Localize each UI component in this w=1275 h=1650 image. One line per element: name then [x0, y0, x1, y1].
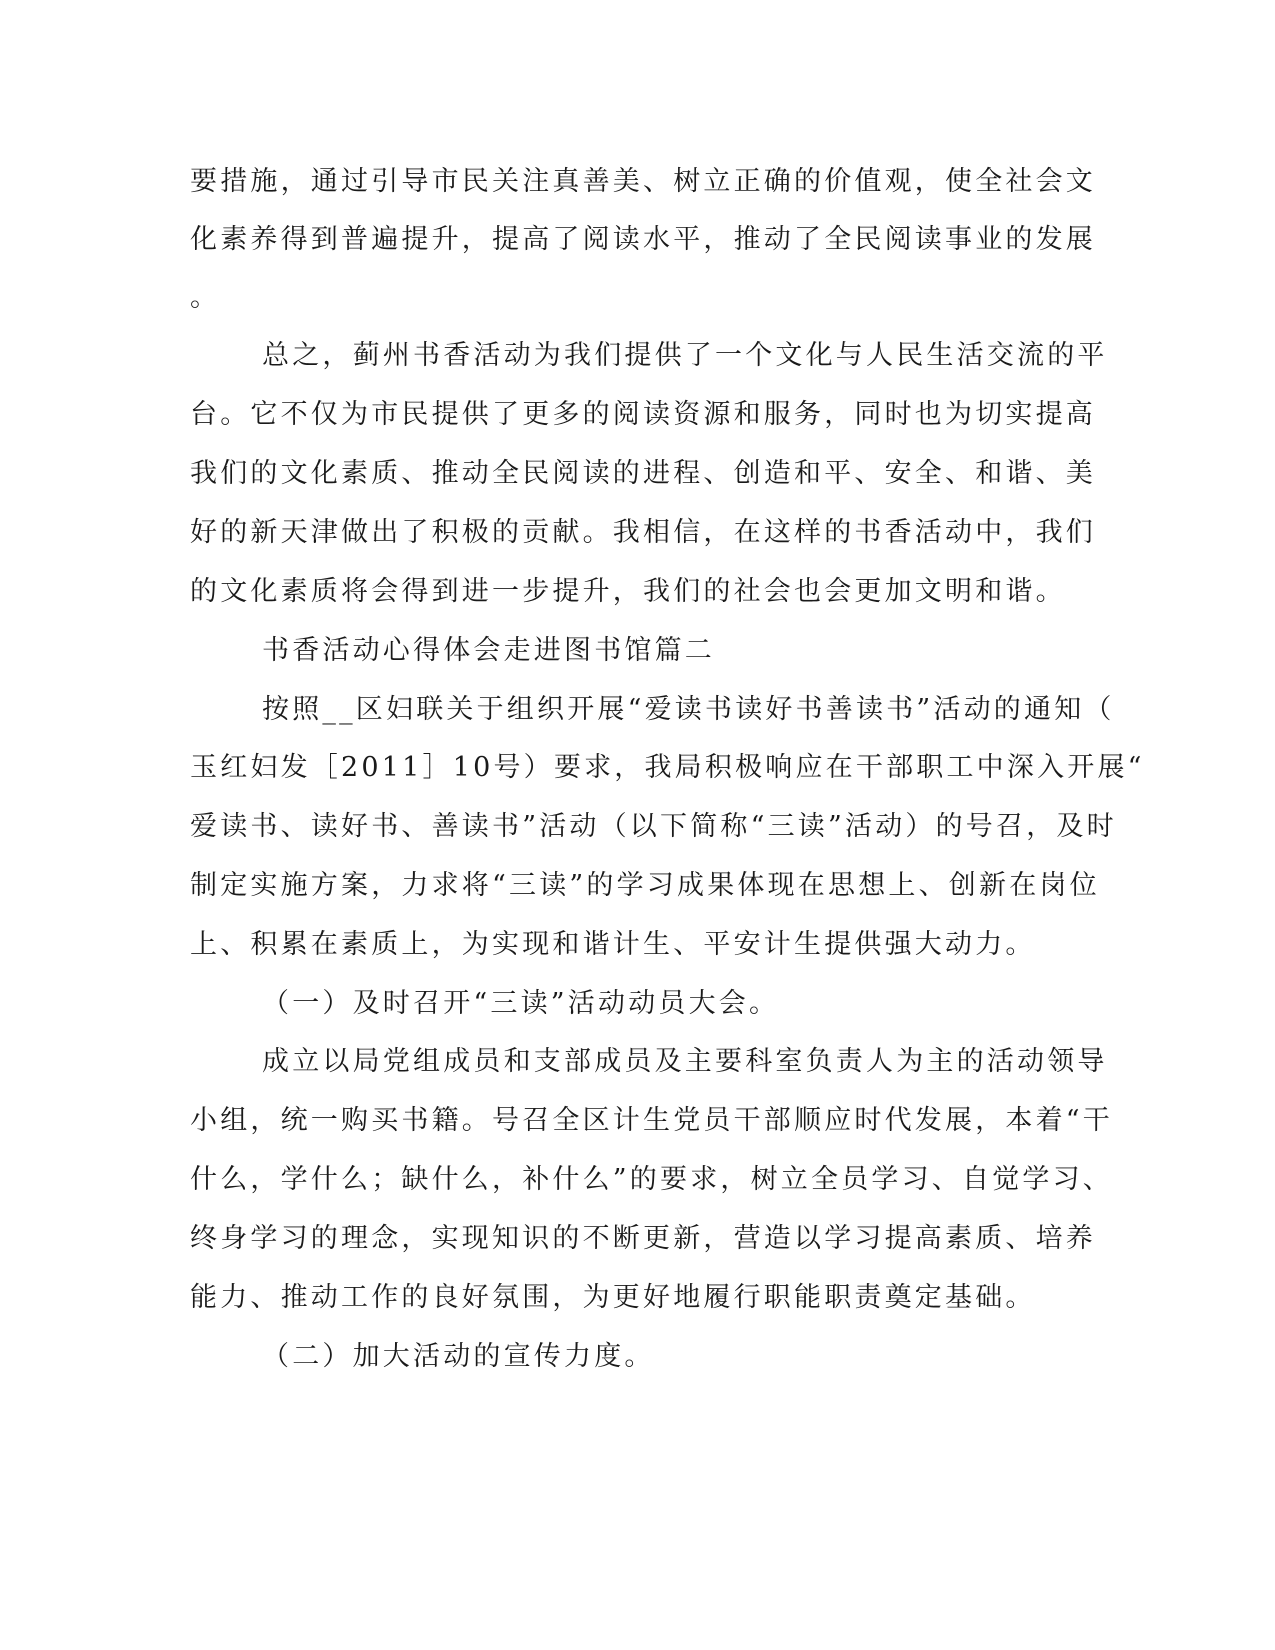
text-line: 要措施，通过引导市民关注真善美、树立正确的价值观，使全社会文 — [190, 166, 1096, 197]
subsection-heading: （二）加大活动的宣传力度。 — [262, 1341, 655, 1372]
text-line: 爱读书、读好书、善读书”活动（以下简称“三读”活动）的号召，及时 — [190, 811, 1117, 842]
text-line: 终身学习的理念，实现知识的不断更新，营造以学习提高素质、培养 — [190, 1223, 1096, 1254]
paragraph-start-line: 按照__区妇联关于组织开展“爱读书读好书善读书”活动的通知（ — [262, 694, 1115, 725]
text-line: 上、积累在素质上，为实现和谐计生、平安计生提供强大动力。 — [190, 929, 1036, 960]
text-line: 好的新天津做出了积极的贡献。我相信，在这样的书香活动中，我们 — [190, 517, 1096, 548]
text-line: 的文化素质将会得到进一步提升，我们的社会也会更加文明和谐。 — [190, 576, 1066, 607]
text-line: 能力、推动工作的良好氛围，为更好地履行职能职责奠定基础。 — [190, 1282, 1036, 1313]
text-line: 台。它不仅为市民提供了更多的阅读资源和服务，同时也为切实提高 — [190, 399, 1096, 430]
paragraph-start-line: 成立以局党组成员和支部成员及主要科室负责人为主的活动领导 — [262, 1046, 1108, 1077]
section-heading: 书香活动心得体会走进图书馆篇二 — [262, 635, 715, 666]
text-line: 化素养得到普遍提升，提高了阅读水平，推动了全民阅读事业的发展 — [190, 224, 1096, 255]
subsection-heading: （一）及时召开“三读”活动动员大会。 — [262, 988, 780, 1019]
paragraph-start-line: 总之，蓟州书香活动为我们提供了一个文化与人民生活交流的平 — [262, 340, 1108, 371]
text-line: 。 — [190, 282, 217, 313]
text-line: 我们的文化素质、推动全民阅读的进程、创造和平、安全、和谐、美 — [190, 458, 1096, 489]
text-line: 小组，统一购买书籍。号召全区计生党员干部顺应时代发展，本着“干 — [190, 1105, 1114, 1136]
text-line: 制定实施方案，力求将“三读”的学习成果体现在思想上、创新在岗位 — [190, 870, 1100, 901]
text-line: 玉红妇发［2011］10号）要求，我局积极响应在干部职工中深入开展“ — [190, 752, 1145, 783]
text-line: 什么，学什么；缺什么，补什么”的要求，树立全员学习、自觉学习、 — [190, 1164, 1114, 1195]
